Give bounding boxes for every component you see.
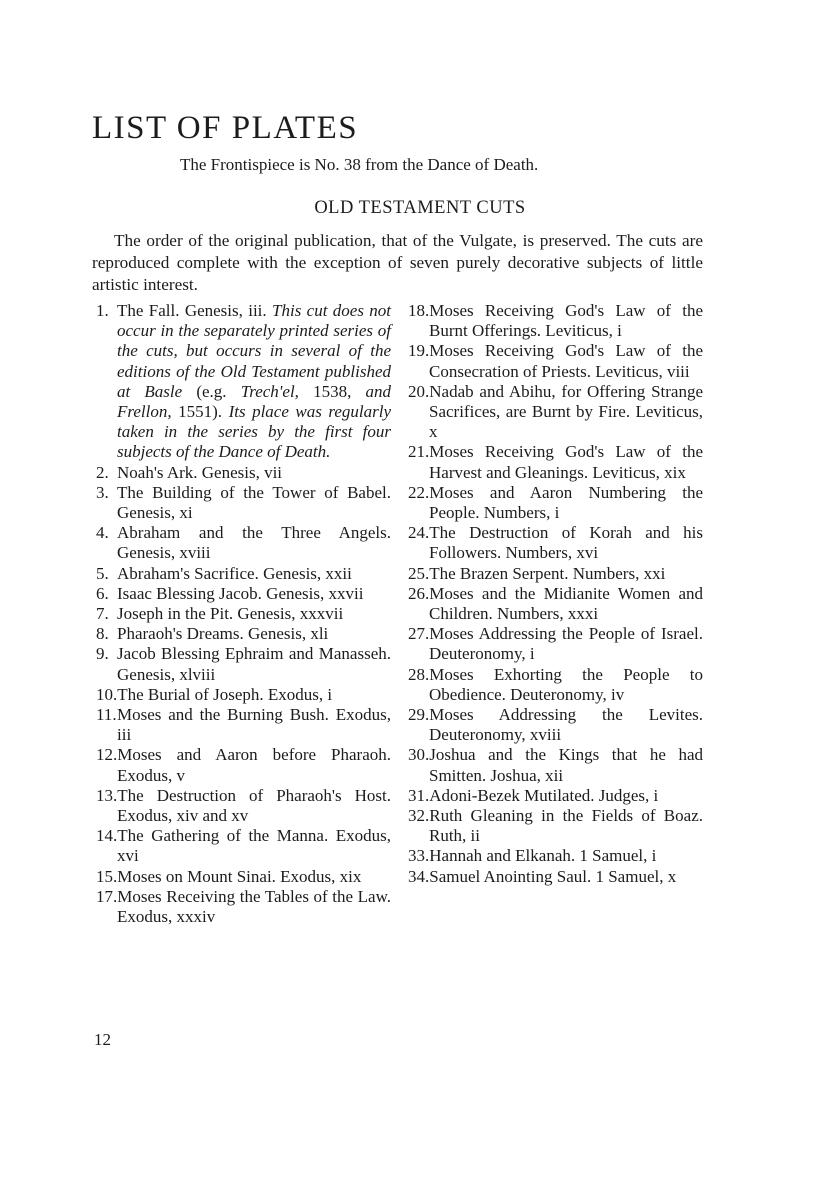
page-number: 12 <box>94 1030 111 1049</box>
plates-list-left <box>96 301 391 927</box>
plate-title: Moses and the Burning Bush. Exodus, iii <box>117 705 391 745</box>
plate-number: 30. <box>408 745 430 765</box>
plate-title: Moses and Aaron Numbering the People. Numbers, i <box>429 482 703 523</box>
plate-title: Moses Addressing the People of Israel. Deuteronomy, i <box>429 624 703 664</box>
plate-entry <box>96 483 391 523</box>
plate-title: Joshua and the Kings that he had Smitten. Joshua, xii <box>429 745 703 785</box>
plate-title: Abraham's Sacrifice. Genesis, xxii <box>117 563 352 583</box>
plate-entry <box>408 483 703 523</box>
plate-entry <box>408 867 703 887</box>
plate-number: 17. <box>96 886 118 906</box>
plate-number: 1. <box>96 301 109 320</box>
plate-entry <box>408 301 703 341</box>
plate-number: 5. <box>96 563 109 583</box>
plate-title: Abraham and the Three Angels. Genesis, xviii <box>117 523 391 563</box>
plate-title: Moses Receiving God's Law of the Consecration of Priests. Leviticus, viii <box>429 341 703 381</box>
plate-title: Moses Addressing the Levites. Deuteronomy, xviii <box>429 705 703 745</box>
plate-title: Pharaoh's Dreams. Genesis, xli <box>117 624 329 644</box>
plate-number: 28. <box>408 664 430 684</box>
plate-title: Jacob Blessing Ephraim and Manasseh. Genesis, xlviii <box>117 644 391 684</box>
plate-entry <box>96 584 391 604</box>
plate-number: 7. <box>96 604 109 624</box>
plate-title: Isaac Blessing Jacob. Genesis, xxvii <box>117 583 364 603</box>
plate-title: The Destruction of Korah and his Followers. Numbers, xvi <box>429 523 703 563</box>
plate-entry <box>408 745 703 785</box>
plate-entry <box>96 705 391 745</box>
plate-entry <box>408 705 703 745</box>
plate-entry <box>408 624 703 664</box>
page-title: LIST OF PLATES <box>92 110 359 146</box>
section-heading: OLD TESTAMENT CUTS <box>314 198 526 218</box>
plate-title: The Building of the Tower of Babel. Genesis, xi <box>117 482 391 523</box>
plate-entry <box>408 786 703 806</box>
plate-entry <box>408 665 703 705</box>
plate-note: Its place was regularly taken in the series by the first four subjects of the Dance of Death. <box>117 402 392 462</box>
plate-entry-1 <box>96 301 391 463</box>
plate-entry <box>96 685 391 705</box>
plate-number: 24. <box>408 523 430 543</box>
plate-entry <box>96 624 391 644</box>
plate-entry <box>96 887 391 927</box>
plate-entry <box>408 564 703 584</box>
plate-entry <box>408 846 703 866</box>
plate-entry <box>96 867 391 887</box>
plate-note-year: 1538, <box>313 381 352 401</box>
plate-number: 33. <box>408 846 430 866</box>
plate-number: 3. <box>96 482 109 502</box>
plate-number: 21. <box>408 442 430 462</box>
plate-number: 10. <box>96 684 118 704</box>
plate-entry <box>96 786 391 826</box>
plate-entry <box>96 463 391 483</box>
plate-number: 19. <box>408 341 430 361</box>
plate-number: 11. <box>96 705 117 725</box>
frontispiece-note: The Frontispiece is No. 38 from the Dance of Death. <box>180 155 539 174</box>
plate-entry <box>96 644 391 684</box>
plate-number: 18. <box>408 301 430 320</box>
plate-note: This cut does not occur in the separately printed series of the cuts, but occurs in several of the editions of the Old Testament published at Basle <box>117 301 391 401</box>
plate-number: 8. <box>96 624 109 644</box>
plate-number: 12. <box>96 745 118 765</box>
plate-title: The Gathering of the Manna. Exodus, xvi <box>117 826 391 866</box>
plate-entry <box>408 341 703 381</box>
plate-entry <box>96 523 391 563</box>
plate-number: 14. <box>96 826 118 846</box>
plate-title: The Destruction of Pharaoh's Host. Exodus, xiv and xv <box>117 785 391 826</box>
plate-number: 29. <box>408 705 430 725</box>
plate-title: Moses Receiving the Tables of the Law. Exodus, xxxiv <box>117 886 391 927</box>
plate-title: The Fall. Genesis, iii. <box>117 301 267 320</box>
plate-number: 34. <box>408 866 430 886</box>
plate-number: 6. <box>96 583 109 603</box>
plate-note-plain: (e.g. <box>196 381 227 401</box>
plate-entry <box>96 604 391 624</box>
plate-entry <box>96 745 391 785</box>
plate-number: 22. <box>408 482 430 502</box>
plate-title: Moses and the Midianite Women and Children. Numbers, xxxi <box>429 583 703 624</box>
plate-note-year: 1551). <box>178 402 223 422</box>
plate-entry <box>408 523 703 563</box>
plate-title: Moses on Mount Sinai. Exodus, xix <box>117 866 362 886</box>
plate-title: Noah's Ark. Genesis, vii <box>117 462 283 482</box>
plate-number: 2. <box>96 462 109 482</box>
plate-number: 13. <box>96 785 118 805</box>
plate-number: 25. <box>408 563 430 583</box>
plate-title: Moses Receiving God's Law of the Burnt Offerings. Leviticus, i <box>429 301 703 341</box>
plate-number: 32. <box>408 806 430 826</box>
plate-note-name: and Frellon, <box>117 381 391 422</box>
plate-title: Moses Exhorting the People to Obedience. Deuteronomy, iv <box>429 664 703 704</box>
plate-number: 20. <box>408 381 430 401</box>
plate-number: 31. <box>408 785 430 805</box>
plate-title: Moses Receiving God's Law of the Harvest and Gleanings. Leviticus, xix <box>429 442 703 482</box>
plate-title: Nadab and Abihu, for Offering Strange Sacrifices, are Burnt by Fire. Leviticus, x <box>429 381 703 442</box>
plate-title: Adoni-Bezek Mutilated. Judges, i <box>429 785 659 805</box>
plate-number: 26. <box>408 583 430 603</box>
plate-entry <box>96 564 391 584</box>
plate-entry <box>408 806 703 846</box>
plate-note-name: Trech'el, <box>240 381 299 401</box>
plate-entry <box>96 826 391 866</box>
plate-title: Hannah and Elkanah. 1 Samuel, i <box>429 846 657 866</box>
plate-title: Joseph in the Pit. Genesis, xxxvii <box>117 604 344 624</box>
plate-entry <box>408 584 703 624</box>
plate-entry <box>408 382 703 443</box>
plate-title: Samuel Anointing Saul. 1 Samuel, x <box>429 866 677 886</box>
plate-number: 27. <box>408 624 430 644</box>
plate-title: The Burial of Joseph. Exodus, i <box>117 684 333 704</box>
plate-number: 4. <box>96 523 109 543</box>
plate-title: Ruth Gleaning in the Fields of Boaz. Ruth, ii <box>429 806 703 846</box>
plate-title: Moses and Aaron before Pharaoh. Exodus, v <box>117 745 391 785</box>
plate-number: 9. <box>96 644 109 664</box>
intro-paragraph: The order of the original publication, that of the Vulgate, is preserved. The cuts are reproduced complete with the exception of seven purely decorative subjects of little artistic interest. <box>92 231 703 294</box>
plate-entry <box>408 442 703 482</box>
plate-number: 15. <box>96 866 118 886</box>
plates-list-right <box>408 301 703 887</box>
plate-title: The Brazen Serpent. Numbers, xxi <box>429 563 666 583</box>
